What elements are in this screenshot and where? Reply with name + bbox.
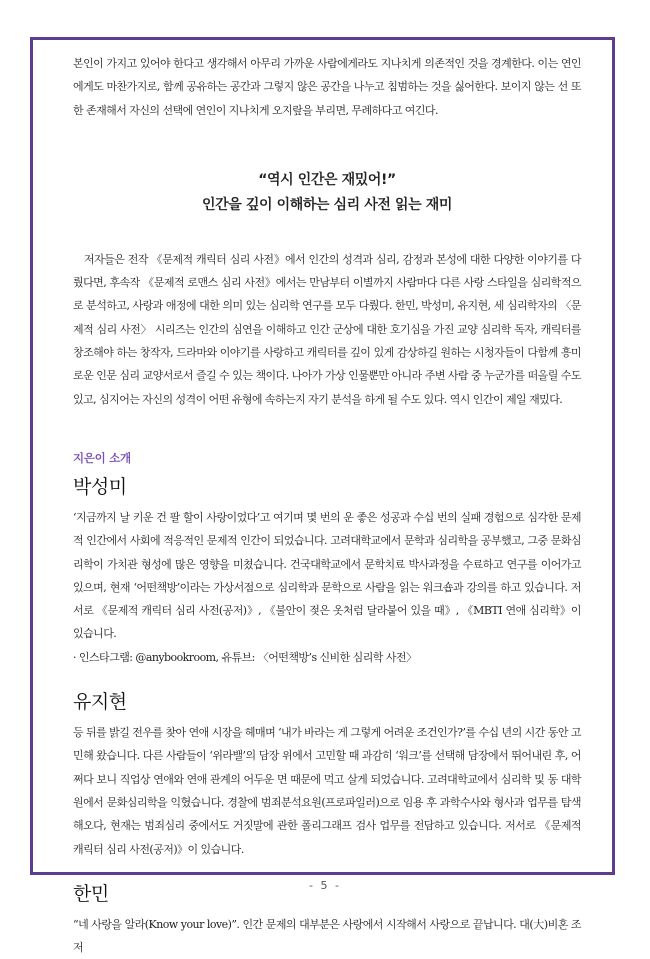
author-entry [73,472,581,669]
book-description-paragraph: 저자들은 전작 《문제적 캐릭터 심리 사전》에서 인간의 성격과 심리, 감정과 본성에 대한 다양한 이야기를 다뤘다면, 후속작 《문제적 로맨스 심리 사전》에서는 만남부터 이별까지 사람마다 다른 사랑 스타일을 심리학적으로 분석하고, 사랑과 애정에 대한 의미 있는 심리학 연구를 모두 다뤘다. 한민, 박성미, 유지현, 세 심리학자의 〈문제적 심리 사전〉 시리즈는 인간의 심연을 이해하고 인간 군상에 대한 호기심을 가진 교양 심리학 독자, 캐릭터를 창조해야 하는 창작자, 드라마와 이야기를 사랑하고 캐릭터를 깊이 있게 감상하길 원하는 시청자들이 다함께 흥미로운 인문 심리 교양서로서 즐길 수 있는 책이다. 나아가 가상 인물뿐만 아니라 주변 사람 중 누군가를 떠올릴 수도 있고, 심지어는 자신의 성격이 어떤 유형에 속하는지 자기 분석을 하게 될 수도 있다. 역시 인간이 제일 재밌다. [73,252,581,406]
authors-section-label: 지은이 소개 [73,450,131,465]
author-bio: ‘지금까지 날 키운 건 팔 할이 사랑이었다’고 여기며 몇 번의 운 좋은 성공과 수십 번의 실패 경험으로 심각한 문제적 인간에서 사회에 적응적인 문제적 인간이 되었습니다. 고려대학교에서 문학과 심리학을 공부했고, 그중 문화심리학이 가치관 형성에 많은 영향을 미쳤습니다. 건국대학교에서 문학치료 박사과정을 수료하고 연구를 이어가고 있으며, 현재 ‘어떤책방’이라는 가상서점으로 심리학과 문학으로 사람을 읽는 워크숍과 강의를 하고 있습니다. 저서로 《문제적 캐릭터 심리 사전(공저)》, 《불안이 젖은 옷처럼 달라붙어 있을 때》, 《MBTI 연애 심리학》이 있습니다. [73,510,581,641]
page-number: - 5 - [309,879,341,892]
author-name: 한민 [73,882,109,905]
author-links: · 인스타그램: @anybookroom, 유튜브: 〈어떤책방’s 신비한 심리학 사전〉 [73,650,417,664]
author-entry [73,687,581,861]
author-name: 박성미 [73,475,127,498]
heading-line-2: 인간을 깊이 이해하는 심리 사전 읽는 재미 [202,196,452,213]
page-content [73,52,581,959]
heading-line-1: “역시 인간은 재밌어!” [258,171,396,188]
author-name: 유지현 [73,691,127,714]
author-bio: 등 뒤를 밝길 전우를 찾아 연애 시장을 헤매며 ‘내가 바라는 게 그렇게 어려운 조건인가?’를 수십 년의 시간 동안 고민해 왔습니다. 다른 사람들이 ‘위라밸’의 담장 위에서 고민할 때 과감히 ‘워크’를 선택해 담장에서 뛰어내린 후, 어쩌다 보니 직업상 연애와 연애 관계의 어두운 면 때문에 먹고 살게 되었습니다. 고려대학교에서 심리학 및 동 대학원에서 문화심리학을 익혔습니다. 경찰에 범죄분석요원(프로파일러)으로 임용 후 과학수사와 형사과 업무를 탐색해오다, 현재는 범죄심리 중에서도 거짓말에 관한 폴리그래프 검사 업무를 전담하고 있습니다. 저서로 《문제적 캐릭터 심리 사전(공저)》이 있습니다. [73,726,581,856]
section-heading [73,168,581,218]
intro-paragraph: 본인이 가지고 있어야 한다고 생각해서 아무리 가까운 사람에게라도 지나치게 의존적인 것을 경계한다. 이는 연인에게도 마찬가지로, 함께 공유하는 공간과 그렇지 않은 공간을 나누고 침범하는 것을 싫어한다. 보이지 않는 선 또한 존재해서 자신의 선택에 연인이 지나치게 오지랖을 부리면, 무례하다고 여긴다. [73,57,581,117]
author-bio: “네 사랑을 알라(Know your love)”. 인간 문제의 대부분은 사랑에서 시작해서 사랑으로 끝납니다. 대(大)비혼 조저 [73,917,581,955]
